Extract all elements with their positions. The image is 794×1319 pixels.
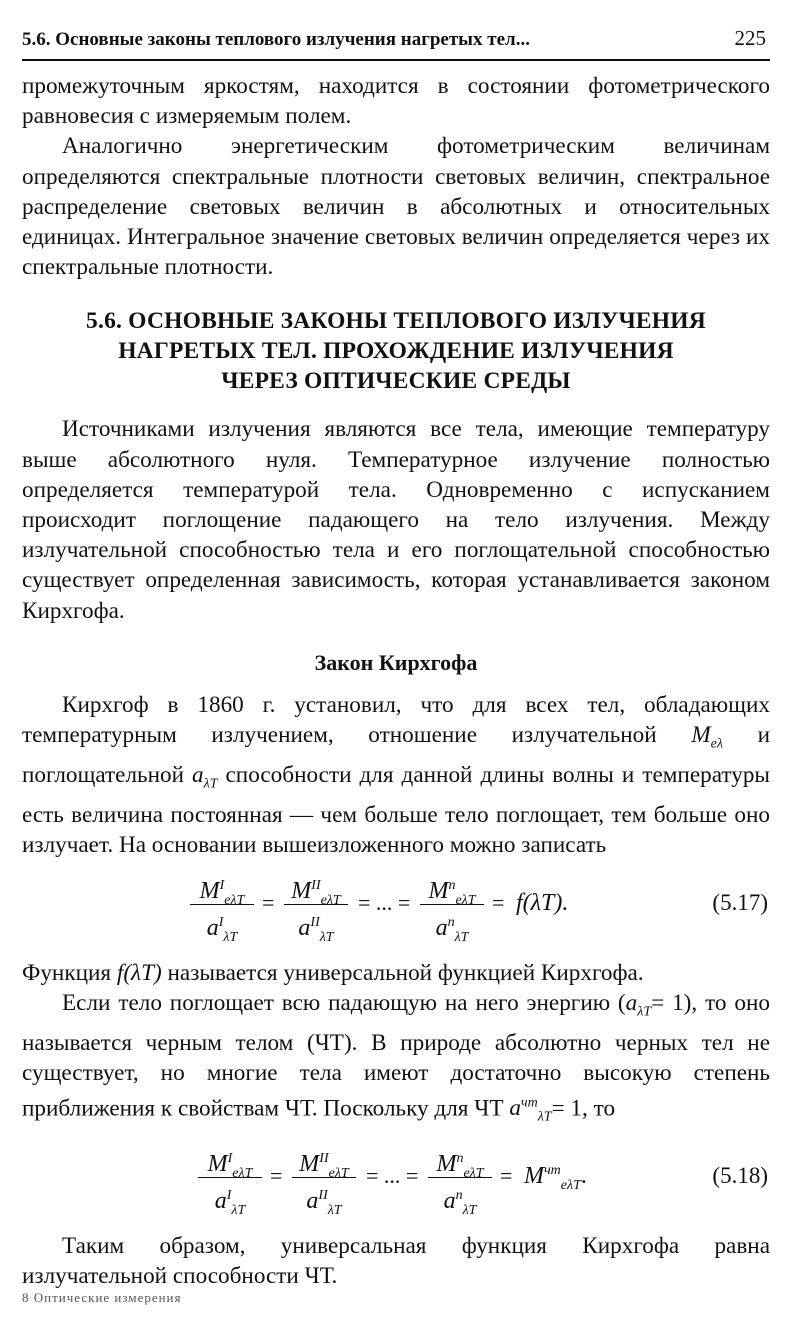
equation-5-18: [22, 1141, 770, 1225]
equation-label-5-17: (5.17): [712, 890, 768, 916]
p4-text-a: Кирхгоф в 1860 г. установил, что для всех тел, обладающих температурным излучением, отношение излучательной: [22, 691, 770, 749]
equals-sign: =: [262, 890, 275, 916]
fraction-2b: $M^{II}_{e\lambda T}$ $a^{II}_{\lambda T}$: [292, 1141, 356, 1214]
paragraph-4: [22, 690, 770, 860]
fraction-1b: $M^I_{e\lambda T}$ $a^I_{\lambda T}$: [198, 1141, 262, 1214]
equals-sign-b: =: [270, 1163, 283, 1189]
paragraph-3: Источниками излучения являются все тела, имеющие температуру выше абсолютного нуля. Температурное излучение полностью определяется температурой тела. Одновременно с испусканием происходит поглощение падающего на тело излучения. Между излучательной способностью тела и его поглощательной способностью существует определенная зависимость, которая устанавливается законом Кирхгофа.: [22, 416, 770, 624]
symbol-f: f(λT): [116, 960, 162, 987]
section-title: [22, 306, 770, 396]
fraction-n: $M^n_{e\lambda T}$ $a^n_{\lambda T}$: [420, 868, 484, 941]
subsection-title: Закон Кирхгофа: [314, 649, 478, 675]
section-title-line-3: ЧЕРЕЗ ОПТИЧЕСКИЕ СРЕДЫ: [221, 368, 571, 395]
equals-sign-2: =: [492, 890, 505, 916]
section-title-line-1: 5.6. ОСНОВНЫЕ ЗАКОНЫ ТЕПЛОВОГО ИЗЛУЧЕНИЯ: [86, 308, 706, 335]
blackbody-emittance: $M^{чт}_{e\lambda T}$.: [524, 1163, 587, 1193]
kirchhoff-function: f(λT).: [516, 890, 569, 917]
fraction-1: $M^I_{e\lambda T}$ $a^I_{\lambda T}$: [190, 868, 254, 941]
page-number: 225: [734, 26, 766, 50]
running-header: [22, 20, 770, 61]
paragraph-1: промежуточным яркостям, находится в состоянии фотометрического равновесия с измеряемым полем.: [22, 73, 770, 130]
equals-sign-2b: =: [500, 1163, 513, 1189]
fraction-2: $M^{II}_{e\lambda T}$ $a^{II}_{\lambda T}$: [284, 868, 348, 941]
paragraph-5: Функция f(λT) называется универсальной функцией Кирхгофа.: [22, 960, 644, 987]
p4-text-c: способности для данной длины волны и температуры есть величина постоянная — чем больше тело поглощает, тем больше оно излучает. На основании вышеизложенного можно записать: [22, 761, 770, 858]
signature-mark: 8 Оптические измерения: [22, 1290, 182, 1305]
equation-5-17: [22, 868, 770, 952]
ellipsis-b: = ... =: [366, 1163, 419, 1189]
equation-label-5-18: (5.18): [712, 1163, 768, 1189]
fraction-nb: $M^n_{e\lambda T}$ $a^n_{\lambda T}$: [428, 1141, 492, 1214]
symbol-M: $M_{e\lambda}$: [691, 722, 723, 752]
paragraph-6: Если тело поглощает всю падающую на него энергию $(a_{\lambda T}= 1)$, то оно называется черным телом (ЧТ). В природе абсолютно черных тел не существует, но многие тела имеют достаточно высокую степень приближения к свойствам ЧТ. Поскольку для ЧТ $a^{чт}_{\lambda T}= 1$, то: [22, 990, 770, 1125]
symbol-a: $a_{\lambda T}$: [192, 761, 218, 792]
paragraph-2: Аналогично энергетическим фотометрическим величинам определяются спектральные плотности световых величин, спектральное распределение световых величин в абсолютных и относительных единицах. Интегральное значение световых величин определяется через их спектральные плотности.: [22, 133, 770, 281]
running-title: 5.6. Основные законы теплового излучения нагретых тел...: [22, 29, 530, 50]
page: [22, 20, 770, 1292]
paragraph-7: Таким образом, универсальная функция Кирхгофа равна излучательной способности ЧТ.: [22, 1233, 770, 1290]
p4-text-b: и поглощательной: [22, 722, 770, 788]
section-title-line-2: НАГРЕТЫХ ТЕЛ. ПРОХОЖДЕНИЕ ИЗЛУЧЕНИЯ: [118, 338, 674, 365]
ellipsis: = ... =: [358, 890, 411, 916]
